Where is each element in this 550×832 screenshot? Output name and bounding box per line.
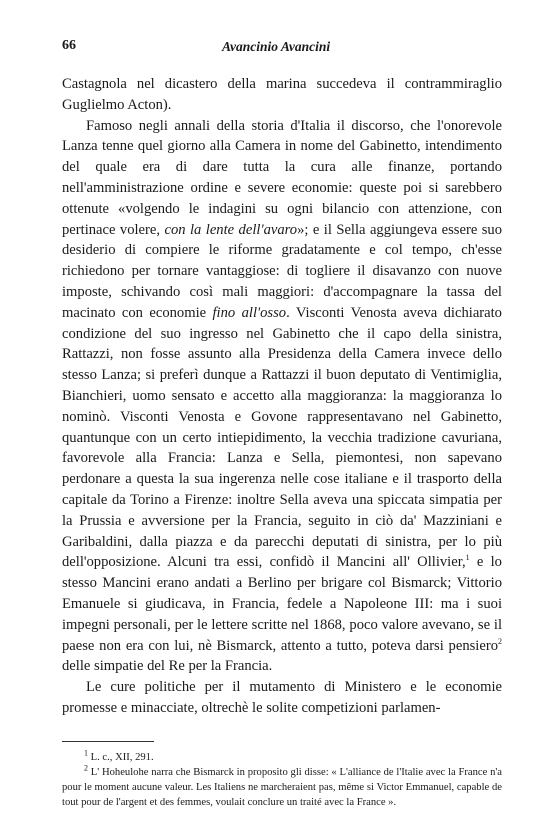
paragraph-2: Famoso negli annali della storia d'Italia il discorso, che l'onorevole Lanza tenne quel giorno alla Camera in nome del Gabinetto, intendimento del quale era di dare tutta la cura alle finanze, portando nell'amministrazione ordine e severe economie: queste poi si sarebbero ottenute «volgendo le indagini su ogni bilancio con attenzione, con pertinace volere, con la lente dell'avaro»; e il Sella aggiungeva essere suo desiderio di compiere le riforme gradatamente e col tempo, ch'esse richiedono per tornare vantaggiose: di togliere il disavanzo con nuove imposte, schivando così mali maggiori: d'accompagnare la tassa del macinato con economie fino all'osso. Visconti Venosta aveva dichiarato condizione del suo ingresso nel Gabinetto che il capo della sinistra, Rattazzi, non fosse assunto alla Presidenza della Camera invece dello stesso Lanza; si preferì dunque a Rattazzi il buon deputato di Ventimiglia, Bianchieri, uomo sensato e accetto alla maggioranza: la maggioranza lo nominò. Visconti Venosta e Govone rappresentavano nel Gabinetto, quantunque con un certo intiepidimento, la vecchia tradizione cavuriana, favorevole alla Francia: Lanza e Sella, piemontesi, non sapevano perdonare a questa la sua ingerenza nelle cose italiane e il trasporto della capitale da Torino a Firenze: inoltre Sella aveva una spiccata simpatia per la Prussia e avversione per la Francia, seguito in ciò da' Mazziniani e Garibaldini, dalla piazza e da parecchi deputati di sinistra, per lo più dell'opposizione. Alcuni tra essi, confidò il Mancini all' Ollivier,$^1$ e lo stesso Mancini erano andati a Berlino per brigare col Bismarck; Vittorio Emanuele si giudicava, in Francia, fedele a Napoleone III: ma i suoi impegni personali, per le lettere scritte nel 1868, poco valore avevano, se il paese non era con lui, nè Bismarck, attento a tutto, poteva darsi pensiero$^2$ delle simpatie del Re per la Francia. [62, 117, 503, 675]
footnote-ref-1[interactable]: 1 [465, 553, 470, 563]
paragraph-1: Castagnola nel dicastero della marina succedeva il contrammiraglio Guglielmo Acton). [62, 76, 502, 113]
page-number: 66 [62, 38, 76, 53]
main-text [62, 74, 502, 719]
footnotes [62, 750, 502, 810]
running-head: Avancinio Avancini [222, 39, 331, 54]
italic-phrase: fino all'osso [212, 304, 287, 321]
book-page [62, 38, 502, 810]
italic-quote: con la lente dell'avaro [164, 221, 298, 238]
paragraph-3: Le cure politiche per il mutamento di Ministero e le economie promesse e minacciate, oltrechè le solite competizioni parlamen- [62, 679, 502, 716]
footnote-2: $^2$ L' Hoheulohe narra che Bismarck in proposito gli disse: « L'alliance de l'Italie avec la France n'a pour le moment aucune valeur. Les Italiens ne marcheraient pas, même si Victor Emmanuel, capable de tout pour de l'argent et des femmes, voulait conclure un traité avec la France ». [62, 763, 502, 808]
footnote-divider [62, 741, 154, 742]
footnote-ref-2[interactable]: 2 [498, 636, 502, 646]
page-header [62, 38, 502, 60]
footnote-1: $^1$ L. c., XII, 291. [84, 748, 154, 763]
